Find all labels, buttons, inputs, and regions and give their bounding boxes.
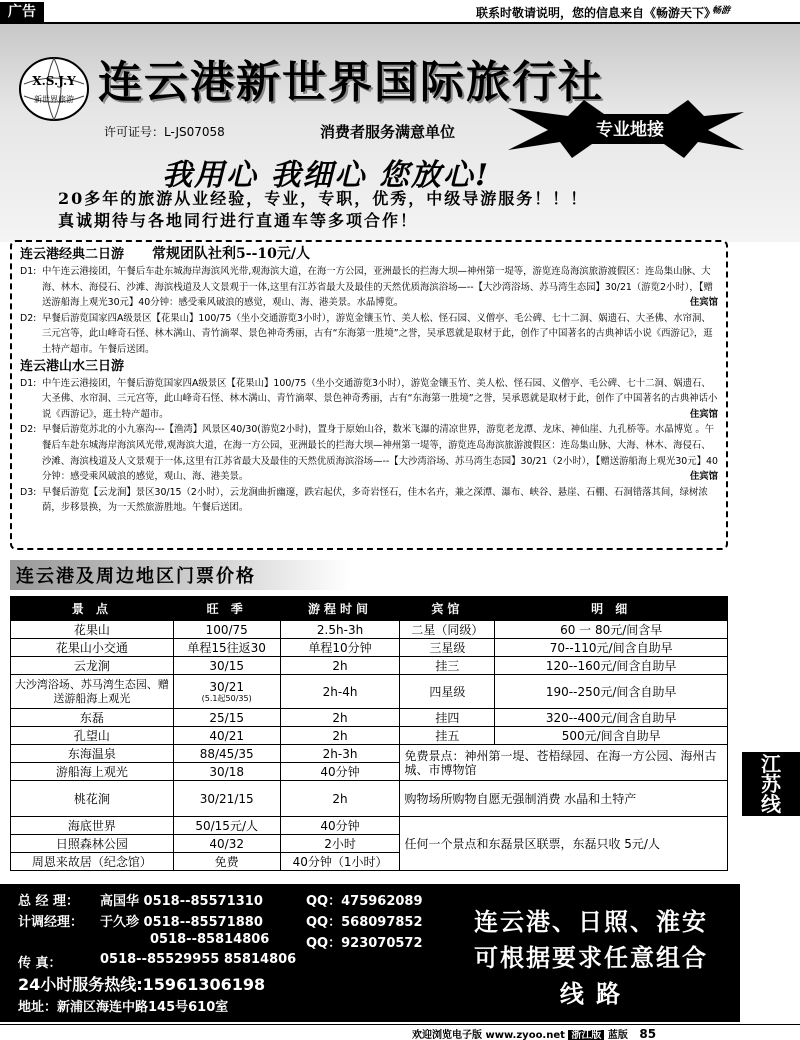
hotel-cell: 四星级 [400,675,495,709]
hotel-cell: 挂四 [400,709,495,727]
intro-line-2: 真诚期待与各地同行进行直通车等多项合作！ [58,211,419,230]
ticket-banner-title: 连云港及周边地区门票价格 [16,566,256,587]
spot-cell: 孔望山 [11,727,174,745]
day-label: D1: [20,377,37,389]
price-cell: 40/21 [173,727,280,745]
day-text: 中午连云港接团，午餐后车赴东城海岸海滨风光带,观海滨大道，在海一方公园，亚洲最长的拦海大坝—神州第一堤等，游览连岛海滨旅游渡假区：连岛集山脉、大海、林木、海侵石、沙滩、海滨栈道及人文景观于一体,这里有江苏省最大及最佳的天然优质海滨浴场—--【大沙湾浴场、苏马湾生态园】30/21（游览2小时），【赠送游船海上观光30元】40分钟：感受乘风破浪的感觉，观山、海、港美景。水晶博览。 [42,266,713,309]
hotel-cell: 挂五 [400,727,495,745]
price-cell: 30/18 [173,763,280,781]
duration-cell: 40分钟 [280,817,400,835]
hotel-price-cell: 190--250元/间含自助早 [495,675,728,709]
price-cell: 单程15往返30 [173,639,280,657]
free-spots-cell: 免费景点：神州第一堤、苍梧绿园、在海一方公园、海州古城、市博物馆 [400,745,728,781]
tour2-day2 [20,422,718,484]
table-row [11,709,728,727]
spot-cell: 桃花涧 [11,781,174,817]
gm-label: 总 经 理： [18,894,80,909]
col-header-duration: 游程时间 [280,597,400,621]
stay-note: 住宾馆 [689,297,718,309]
logo-caption: 新世界旅游 [34,95,74,104]
duration-cell: 2h-3h [280,745,400,763]
license-number: 许可证号：L-JS07058 [104,125,225,139]
stay-note: 住宾馆 [689,471,718,483]
table-row [11,727,728,745]
price-cell: 30/15 [173,657,280,675]
price-cell: 25/15 [173,709,280,727]
table-row [11,745,728,763]
duration-cell: 单程10分钟 [280,639,400,657]
hotel-price-cell: 120--160元/间含自助早 [495,657,728,675]
price-cell: 30/21/15 [173,781,280,817]
duration-cell: 2h [280,657,400,675]
table-row [11,781,728,817]
duration-cell: 40分钟 [280,763,400,781]
col-header-hotel: 宾馆 [400,597,495,621]
hotline: 24小时服务热线:15961306198 [18,975,266,994]
magazine-logo: 畅游 [711,6,730,16]
duration-cell: 2.5h-3h [280,621,400,639]
tour1-heading [20,245,718,264]
hotel-price-cell: 500元/间含自助早 [495,727,728,745]
top-notice: 联系时敬请说明，您的信息来自《畅游天下》 [475,6,716,20]
tour2-day3 [20,485,718,516]
combo-ticket-cell: 任何一个景点和东磊景区联票，东磊只收 5元/人 [400,817,728,871]
table-row [11,817,728,835]
intro-line-1: 20多年的旅游从业经验，专业，专职，优秀，中级导游服务！！！ [58,189,589,208]
price-value: 30/21 [209,680,244,694]
ticket-price-table [10,596,728,876]
footer-website: 欢迎浏览电子版 www.zyoo.net [412,1030,565,1040]
price-cell: 88/45/35 [173,745,280,763]
price-cell: 100/75 [173,621,280,639]
stay-note: 住宾馆 [689,408,718,420]
spot-cell: 大沙湾浴场、苏马湾生态园、赠送游船海上观光 [11,675,174,709]
table-row [11,675,728,709]
region-char: 江 [761,752,781,776]
duration-cell: 2h [280,781,400,817]
spot-cell: 花果山 [11,621,174,639]
duration-cell: 2h [280,727,400,745]
col-header-detail: 明 细 [495,597,728,621]
shopping-cell: 购物场所购物自愿无强制消费 水晶和土特产 [400,781,728,817]
tour1-day1 [20,264,718,311]
day-label: D3: [20,486,37,498]
route-line-3: 线 路 [559,980,623,1008]
day-text: 早餐后游览苏北的小九寨沟---【渔湾】风景区40/30(游览2小时)，置身于原始山谷，数米飞瀑的清凉世界，游览老龙潭、龙床、神仙崖、九孔桥等。水晶博览 。午餐后车赴东城海岸海滨风光带,观海滨大道，在海一方公园，亚洲最长的拦海大坝—神州第一堤等，游览连岛海滨旅游渡假区：连岛集山脉、大海、林木、海侵石、沙滩、海滨栈道及人文景观于一体,这里有江苏省最大及最佳的天然优质海滨浴场—--【大沙湾浴场、苏马湾生态园】30/21（2小时），【赠送游船海上观光30元】40分钟：感受乘风破浪的感觉，观山、海、港美景。 [42,424,718,483]
spot-cell: 东海温泉 [11,745,174,763]
address: 地址：新浦区海连中路145号610室 [18,1000,229,1015]
duration-cell: 2小时 [280,835,400,853]
day-text: 中午连云港接团，午餐后游览国家四A级景区【花果山】100/75（坐小交通游览3小时），游览金镶玉竹、美人松、怪石园、义僧亭、毛公碑、七十二洞、娲遗石、大圣佛、水帘洞、三元宫等，此山峰奇石怪、林木满山、青竹滴翠、景色神奇秀丽，古有“东海第一胜境”之誉，吴承恩就是取材于此，创作了中国著名的古典神话小说《西游记》，逛土特产超市。 [42,377,718,420]
spot-cell: 云龙涧 [11,657,174,675]
table-row [11,639,728,657]
price-cell [173,675,280,709]
qq-3: QQ：923070572 [306,936,423,951]
ad-label: 广告 [0,2,44,22]
day-label: D2: [20,424,37,436]
col-header-spot: 景 点 [11,597,174,621]
price-cell: 免费 [173,853,280,871]
col-header-price: 旺 季 [173,597,280,621]
agency-title: 连云港新世界国际旅行社 [98,57,604,108]
tour1-day2 [20,311,718,358]
table-header-row [11,597,728,621]
hotel-cell: 三星级 [400,639,495,657]
page-footer [412,1026,800,1040]
region-tab [742,752,800,816]
duration-cell: 2h [280,709,400,727]
region-char: 苏 [761,772,781,796]
spot-cell: 东磊 [11,709,174,727]
agency-logo [16,54,92,124]
tour1-title: 连云港经典二日游 [20,247,125,262]
spot-cell: 海底世界 [11,817,174,835]
page-number: 85 [639,1027,657,1040]
price-cell: 40/32 [173,835,280,853]
day-label: D2: [20,312,37,324]
itinerary-box [10,240,728,550]
route-promo [446,904,736,1014]
hotel-cell: 挂三 [400,657,495,675]
gm-phone: 高国华 0518--85571310 [100,894,263,909]
duration-cell: 40分钟（1小时） [280,853,400,871]
hotel-cell: 二星（同级） [400,621,495,639]
spot-cell: 日照森林公园 [11,835,174,853]
fax-label: 传 真： [18,956,62,971]
tour2-title: 连云港山水三日游 [20,358,125,374]
table-row [11,621,728,639]
hotel-price-cell: 70--110元/间含自助早 [495,639,728,657]
pm-label: 计调经理： [18,915,84,930]
logo-letters: X.S.J.Y [32,74,76,88]
footer-divider [0,1024,800,1025]
tour1-promo: 常规团队社利5--10元/人 [152,246,310,262]
spot-cell: 游船海上观光 [11,763,174,781]
tour2-day1 [20,376,718,423]
hotel-price-cell: 320--400元/间含自助早 [495,709,728,727]
pm-phone: 于久珍 0518--85571880 [100,915,263,930]
local-service-label: 专业地接 [596,120,664,140]
spot-cell: 周恩来故居（纪念馆） [11,853,174,871]
satisfaction-badge: 消费者服务满意单位 [320,123,456,141]
hotel-price-cell: 60 一 80元/间含早 [495,621,728,639]
price-note: (5.1起50/35) [201,694,252,703]
edition-badge: 浙江版 [568,1030,604,1040]
day-text: 早餐后游览国家四A级景区【花果山】100/75（坐小交通游览3小时），游览金镶玉竹、美人松、怪石园、义僧亭、毛公碑、七十二洞、娲遗石、大圣佛、水帘洞、三元宫等，此山峰奇石怪、林木满山、青竹滴翠、景色神奇秀丽，古有“东海第一胜境”之誉，吴承恩就是取材于此，创作了中国著名的古典神话小说《西游记》，逛土特产超市。午餐后送团。 [42,312,713,355]
day-text: 早餐后游览【云龙涧】景区30/15（2小时），云龙涧曲折幽邃，跌宕起伏，多奇岩怪石，佳木名卉，兼之深潭、瀑布、峡谷、悬崖、石棚、石洞错落其间，绿树浓荫，步移景换，为一天然旅游胜地。午餐后送团。 [42,486,708,514]
spot-cell: 花果山小交通 [11,639,174,657]
route-line-2: 可根据要求任意组合 [474,944,708,972]
region-char: 线 [761,792,781,816]
fax-number: 0518--85529955 85814806 [100,952,297,967]
pm-qq: QQ：568097852 [306,915,423,930]
duration-cell: 2h-4h [280,675,400,709]
route-line-1: 连云港、日照、淮安 [474,908,708,936]
gm-qq: QQ：475962089 [306,894,423,909]
table-row [11,657,728,675]
price-cell: 50/15元/人 [173,817,280,835]
tour2-heading [20,358,718,376]
version-label: 蓝版 [607,1030,628,1040]
day-label: D1: [20,266,37,277]
slogan: 我用心 我细心 您放心! [162,158,491,193]
pm-phone-2: 0518--85814806 [150,932,270,947]
